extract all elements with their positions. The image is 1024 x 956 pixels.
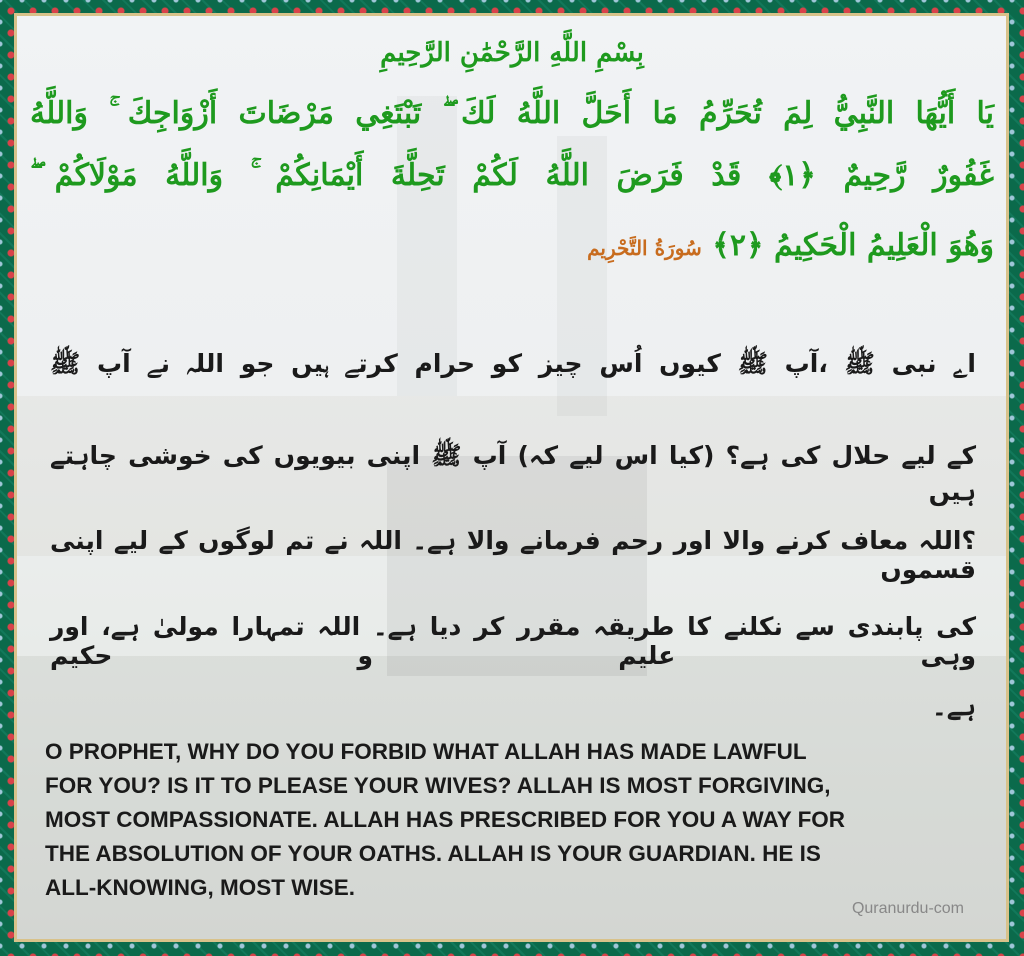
urdu-line: ؟اللہ معاف کرنے والا اور رحم فرمانے والا ہے۔ اللہ نے تم لوگوں کے لیے اپنی قسموں [50, 526, 976, 584]
urdu-line: کے لیے حلال کی ہے؟ (کیا اس لیے کہ) آپ ﷺ اپنی بیویوں کی خوشی چاہتے ہیں [50, 441, 976, 506]
arabic-verse-line: غَفُورٌ رَّحِيمٌ ﴿١﴾ قَدْ فَرَضَ اللَّهُ لَكُمْ تَحِلَّةَ أَيْمَانِكُمْ ۚ وَاللَّهُ مَوْلَاكُمْ ۖ [30, 158, 994, 193]
english-line: MOST COMPASSIONATE. ALLAH HAS PRESCRIBED FOR YOU A WAY FOR [45, 807, 846, 832]
arabic-verse-line [30, 228, 994, 263]
arabic-verse-line: يَا أَيُّهَا النَّبِيُّ لِمَ تُحَرِّمُ مَا أَحَلَّ اللَّهُ لَكَ ۖ تَبْتَغِي مَرْضَاتَ أَزْوَاجِكَ ۚ وَاللَّهُ [30, 96, 994, 131]
urdu-line: اے نبی ﷺ ،آپ ﷺ کیوں اُس چیز کو حرام کرتے ہیں جو اللہ نے آپ ﷺ [50, 349, 976, 378]
english-line: THE ABSOLUTION OF YOUR OATHS. ALLAH IS YOUR GUARDIAN. HE IS [45, 841, 821, 866]
bismillah: بِسْمِ اللَّهِ الرَّحْمَٰنِ الرَّحِيمِ [380, 38, 644, 68]
english-line: ALL-KNOWING, MOST WISE. [45, 875, 355, 900]
arabic-verse-text: وَهُوَ الْعَلِيمُ الْحَكِيمُ ﴿٢﴾ [712, 228, 994, 263]
urdu-line: کی پابندی سے نکلنے کا طریقہ مقرر کر دیا ہے۔ اللہ تمہارا مولیٰ ہے، اور وہی علیم و حکیم [50, 612, 976, 670]
english-line: FOR YOU? IS IT TO PLEASE YOUR WIVES? ALLAH IS MOST FORGIVING, [45, 773, 831, 798]
watermark: Quranurdu-com [851, 900, 964, 917]
surah-name: سُورَةُ التَّحْرِيم [587, 236, 702, 260]
english-translation [45, 735, 945, 905]
urdu-line: ہے۔ [932, 692, 976, 721]
english-line: O PROPHET, WHY DO YOU FORBID WHAT ALLAH HAS MADE LAWFUL [45, 739, 807, 764]
